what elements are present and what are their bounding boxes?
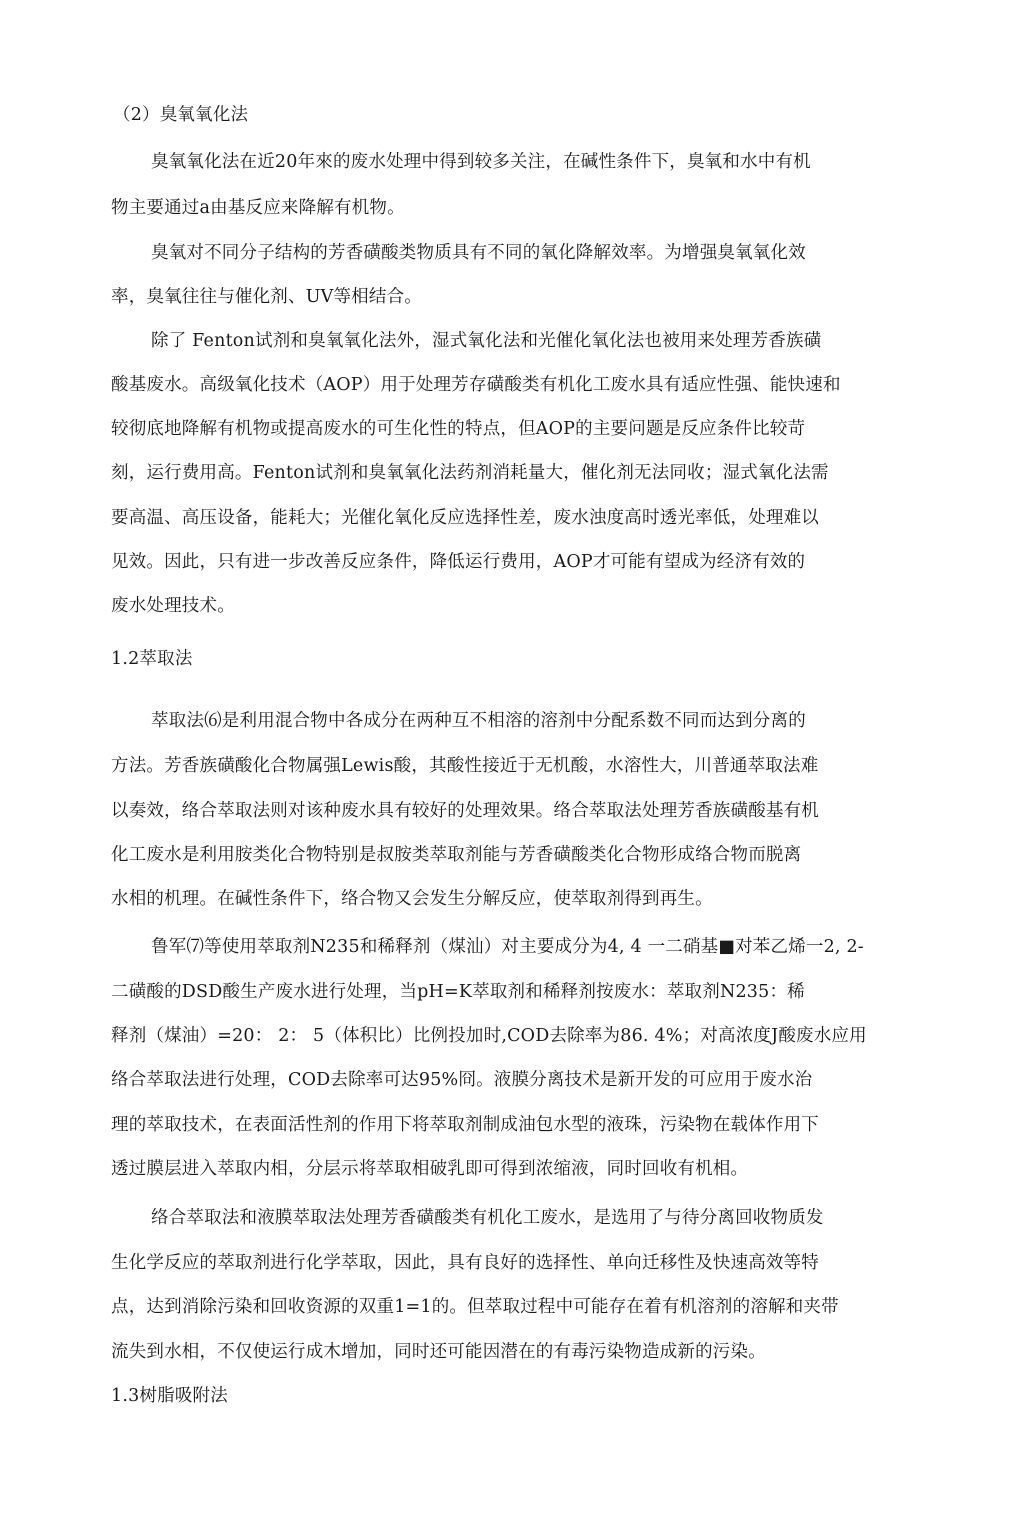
paragraph-line: 见效。因此，只有进一步改善反应条件，降低运行费用，AOP才可能有望成为经济有效的 [111,552,806,572]
paragraph-line: 臭氧对不同分子结构的芳香磺酸类物质具有不同的氧化降解效率。为增强臭氧氧化效 [151,243,806,263]
paragraph-line: 酸基废水。高级氧化技术（AOP）用于处理芳存磺酸类有机化工废水具有适应性强、能快速和 [111,375,841,395]
paragraph-line: 流失到水相，不仅使运行成木增加，同时还可能因潜在的有毒污染物造成新的污染。 [111,1342,766,1362]
paragraph-line: 透过膜层进入萃取内相，分层示将萃取相破乳即可得到浓缩液，同时回收有机相。 [111,1159,749,1179]
paragraph-line: 废水处理技术。 [111,596,235,616]
section-heading-extraction: 1.2萃取法 [111,649,193,669]
paragraph-line: 络合萃取法和液膜萃取法处理芳香磺酸类有机化工废水，是选用了与待分离回收物质发 [151,1208,824,1228]
paragraph-line: 以奏效，络合萃取法则对该种废水具有较好的处理效果。络合萃取法处理芳香族磺酸基有机 [111,801,819,821]
paragraph-line: 生化学反应的萃取剂进行化学萃取，因此，具有良好的选择性、单向迁移性及快速高效等特 [111,1253,819,1273]
paragraph-line: 物主要通过a由基反应来降解有机物。 [111,198,405,218]
paragraph-line: 理的萃取技术，在表面活性剂的作用下将萃取剂制成油包水型的液珠，污染物在载体作用下 [111,1115,819,1135]
paragraph-line: 水相的机理。在碱性条件下，络合物又会发生分解反应，使萃取剂得到再生。 [111,889,713,909]
paragraph-line: 鲁军⑺等使用萃取剂N235和稀释剂（煤汕）对主要成分为4, 4 一二硝基■对苯乙烯一2, 2- [151,937,864,957]
paragraph-line: 除了 Fenton试剂和臭氧氧化法外，湿式氧化法和光催化氧化法也被用来处理芳香族磺 [151,331,822,351]
section-heading-ozone: （2）臭氧氧化法 [113,105,249,125]
paragraph-line: 臭氧氧化法在近20年來的废水处理中得到较多关注，在碱性条件下，臭氧和水中有机 [151,152,811,172]
paragraph-line: 点，达到消除污染和回收资源的双重1=1的。但萃取过程中可能存在着有机溶剂的溶解和夹带 [111,1297,839,1317]
paragraph-line: 络合萃取法进行处理，COD去除率可达95%冏。液膜分离技术是新开发的可应用于废水治 [111,1070,813,1090]
paragraph-line: 二磺酸的DSD酸生产废水进行处理，当pH=K萃取剂和稀释剂按废水：萃取剂N235：稀 [111,982,805,1002]
paragraph-line: 释剂（煤油）=20： 2： 5（体积比）比例投加时,COD去除率为86. 4%；对高浓度J酸废水应用 [111,1026,867,1046]
paragraph-line: 化工废水是利用胺类化合物特别是叔胺类萃取剂能与芳香磺酸类化合物形成络合物而脱离 [111,845,802,865]
paragraph-line: 率，臭氧往往与催化剂、UV等相结合。 [111,287,422,307]
paragraph-line: 刻，运行费用高。Fenton试剂和臭氧氧化法药剂消耗量大，催化剂无法同收；湿式氧化法需 [111,463,829,483]
paragraph-line: 较彻底地降解有机物或提高废水的可生化性的特点，但AOP的主要问题是反应条件比较苛 [111,419,806,439]
paragraph-line: 要高温、高压设备，能耗大；光催化氧化反应选择性差，废水浊度高时透光率低，处理难以 [111,508,819,528]
paragraph-line: 方法。芳香族磺酸化合物属强Lewis酸，其酸性接近于无机酸，水溶性大，川普通萃取法难 [111,756,819,776]
section-heading-resin: 1.3树脂吸附法 [111,1386,228,1406]
paragraph-line: 萃取法⑹是利用混合物中各成分在两种互不相溶的溶剂中分配系数不同而达到分离的 [151,711,806,731]
